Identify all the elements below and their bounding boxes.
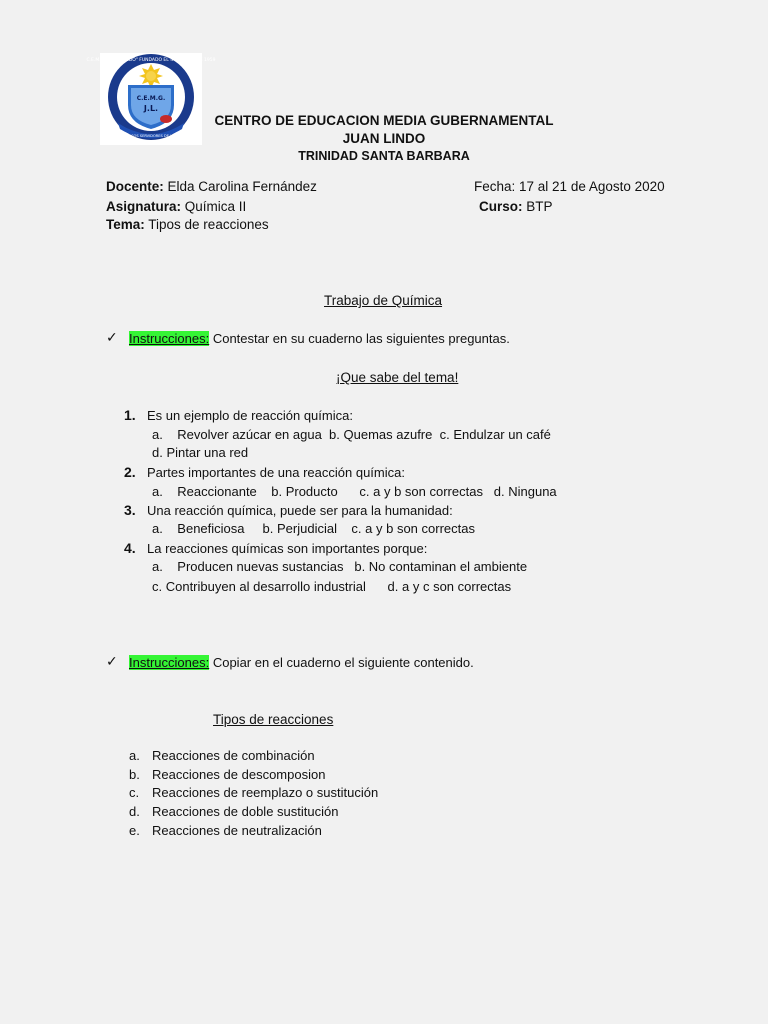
curso-label: Curso:: [479, 199, 523, 214]
question-options: d. Pintar una red: [152, 445, 249, 460]
question-options: a. Reaccionante b. Producto c. a y b son correctas d. Ninguna: [152, 484, 557, 499]
question-text: Una reacción química, puede ser para la humanidad:: [147, 503, 453, 518]
tipo-letter: d.: [129, 804, 140, 819]
question-options: a. Revolver azúcar en agua b. Quemas azufre c. Endulzar un café: [152, 427, 551, 442]
question-number: 4.: [124, 540, 136, 556]
question-text: Partes importantes de una reacción química:: [147, 465, 405, 480]
instruction-2-text: Copiar en el cuaderno el siguiente contenido.: [212, 655, 474, 670]
question-number: 3.: [124, 502, 136, 518]
check-icon: ✓: [106, 329, 118, 345]
curso-value: BTP: [526, 199, 553, 214]
docente-label: Docente:: [106, 179, 164, 194]
logo-bottom-text: ORGULLOSOS SERVIDORES DE LA PATRIA: [113, 134, 189, 138]
tipos-title: Tipos de reacciones: [213, 712, 334, 727]
instruction-2-label: Instrucciones:: [129, 655, 210, 670]
tema-row: [106, 217, 269, 232]
quiz-title: ¡Que sabe del tema!: [336, 370, 459, 385]
tipo-item: Reacciones de reemplazo o sustitución: [152, 785, 379, 800]
tipo-item: Reacciones de combinación: [152, 748, 315, 763]
fecha: Fecha: 17 al 21 de Agosto 2020: [474, 179, 665, 194]
docente-row: [106, 179, 317, 194]
asignatura-label: Asignatura:: [106, 199, 182, 214]
instruction-1-text: Contestar en su cuaderno las siguientes preguntas.: [212, 331, 510, 346]
tipo-letter: e.: [129, 823, 140, 838]
tipo-letter: a.: [129, 748, 140, 763]
school-location: TRINIDAD SANTA BARBARA: [298, 149, 470, 163]
question-options: a. Producen nuevas sustancias b. No contaminan el ambiente: [152, 559, 528, 574]
docente-value: Elda Carolina Fernández: [167, 179, 317, 194]
check-icon: ✓: [106, 653, 118, 669]
school-name: CENTRO DE EDUCACION MEDIA GUBERNAMENTAL: [214, 113, 554, 128]
question-number: 1.: [124, 407, 136, 423]
logo-ring-text: C.E.M.G. "JUAN LINDO" FUNDADO EL 4 DE MAYO DE 1959: [86, 58, 216, 63]
question-number: 2.: [124, 464, 136, 480]
asignatura-value: Química II: [184, 199, 247, 214]
asignatura-row: [106, 199, 246, 214]
tema-label: Tema:: [106, 217, 145, 232]
tipo-item: Reacciones de descomposion: [152, 767, 326, 782]
tipo-letter: c.: [129, 785, 140, 800]
question-options: c. Contribuyen al desarrollo industrial d. a y c son correctas: [152, 579, 512, 594]
trabajo-title: Trabajo de Química: [324, 293, 443, 308]
tipo-letter: b.: [129, 767, 140, 782]
logo-center-bottom: J.L.: [143, 104, 159, 113]
instruction-1: [129, 331, 510, 346]
tema-value: Tipos de reacciones: [148, 217, 269, 232]
instruction-1-label: Instrucciones:: [129, 331, 210, 346]
tipo-item: Reacciones de neutralización: [152, 823, 322, 838]
tipo-item: Reacciones de doble sustitución: [152, 804, 339, 819]
question-text: La reacciones químicas son importantes porque:: [147, 541, 428, 556]
curso-row: [479, 199, 553, 214]
school-subname: JUAN LINDO: [342, 131, 426, 146]
question-text: Es un ejemplo de reacción química:: [147, 408, 353, 423]
question-options: a. Beneficiosa b. Perjudicial c. a y b son correctas: [152, 521, 475, 536]
logo-center-top: C.E.M.G.: [136, 95, 166, 102]
instruction-2: [129, 655, 474, 670]
